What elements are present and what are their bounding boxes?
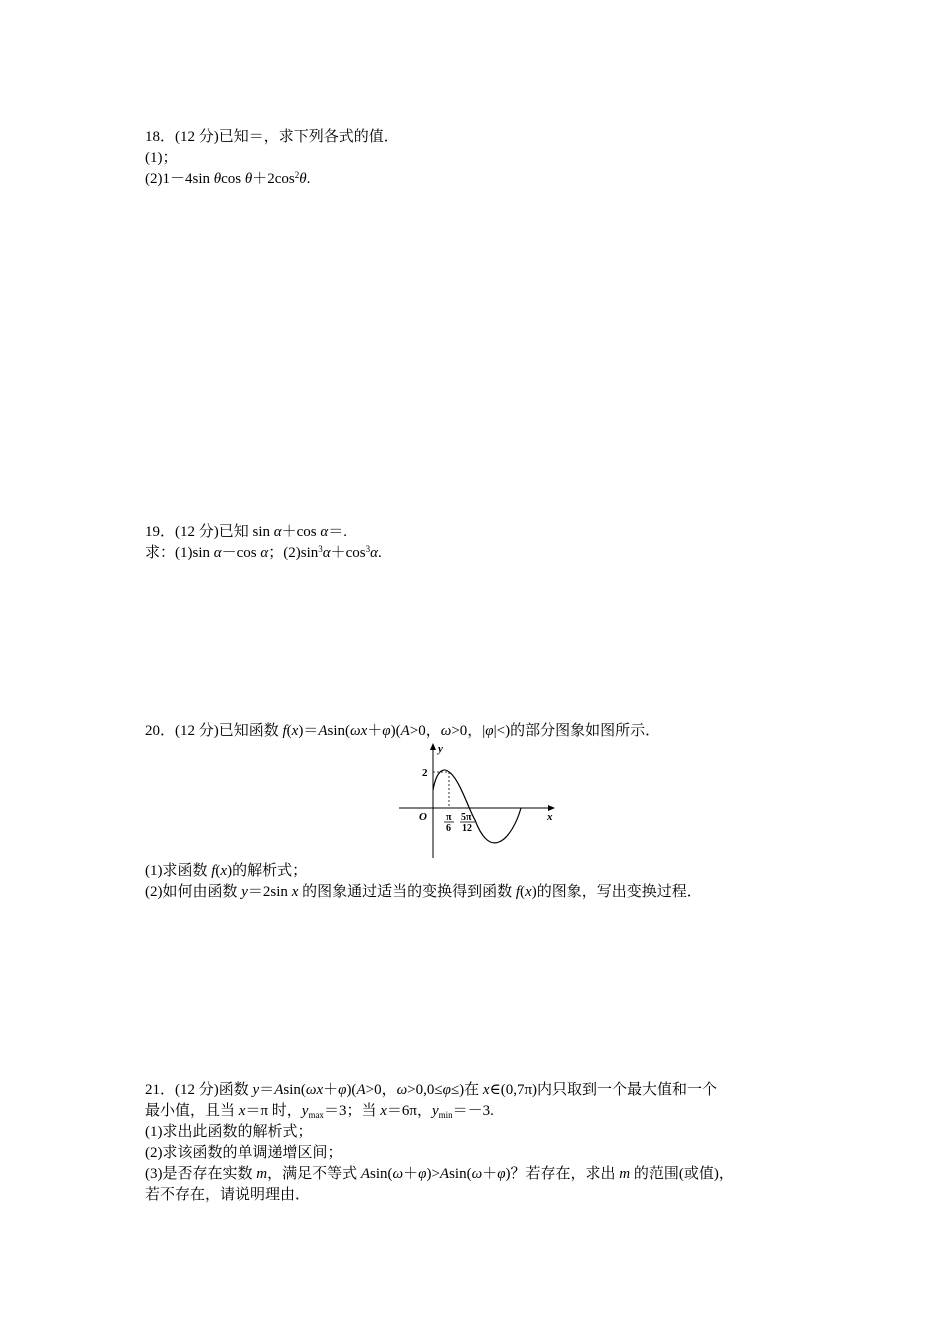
text-seg: (1)求函数 [145,863,212,879]
text-seg: ≤)在 [450,1082,483,1098]
var: x [482,1082,490,1098]
sine-graph-figure [395,740,560,862]
y-axis-arrow-icon [430,743,436,750]
var: A [400,723,410,739]
var: f [282,723,287,739]
q19-line-1 [145,522,347,542]
var-alpha: α [213,545,222,561]
q18-line-1 [145,127,399,147]
var-alpha: α [273,524,282,540]
text-seg: (1)求出此函数的解析式； [145,1124,313,1140]
q21-line-4 [145,1143,343,1163]
var: φ [485,723,494,739]
text-seg: . [378,545,382,561]
var: A [318,723,328,739]
text-seg: ＋ [367,723,383,739]
q21-line-5 [145,1164,734,1184]
var: f [211,863,216,879]
text-seg: ＋cos [330,545,366,561]
text-seg: >0， [409,723,441,739]
text-seg: ( [215,863,221,879]
text-seg: ( [520,884,526,900]
text-seg: >0， [365,1082,397,1098]
ymax-label: 2 [422,767,428,779]
text-seg: 的图象通过适当的变换得到函数 [298,884,516,900]
text-seg: cos [221,171,245,187]
q18-part1: (1)； [145,150,178,166]
var-alpha: α [370,545,378,561]
origin-label: O [419,811,427,823]
text-seg: 20．(12 分)已知函数 [145,723,283,739]
var: A [356,1082,366,1098]
text-seg: sin( [283,1082,306,1098]
text-seg: ＋cos [281,524,321,540]
text-seg: (2)如何由函数 [145,884,242,900]
var: y [241,884,248,900]
text-seg: ＝3；当 [323,1103,381,1119]
text-seg: 若不存在，请说明理由． [145,1187,311,1203]
var: ω [392,1166,404,1182]
subscript: min [438,1110,453,1120]
text-seg: sin( [449,1166,472,1182]
var: φ [418,1166,427,1182]
q21-line-3 [145,1122,313,1142]
var: x [291,884,299,900]
var: A [274,1082,284,1098]
var-theta: θ [213,171,222,187]
text-seg: ( [286,723,292,739]
text-seg: 21．(12 分)函数 [145,1082,253,1098]
var: x [291,723,299,739]
text-seg: )的解析式； [227,863,308,879]
q19-line-2 [145,543,382,563]
var: x [220,863,228,879]
text-seg: ＋ [403,1166,419,1182]
var: y [252,1082,260,1098]
text-seg: )( [346,1082,357,1098]
q20-line-2 [145,861,307,881]
superscript: 3 [365,544,371,554]
var: y [431,1103,439,1119]
var: ω [440,723,452,739]
text-seg: ＋ [323,1082,339,1098]
var: m [256,1166,268,1182]
superscript: 2 [294,170,300,180]
q21-line-1 [145,1080,717,1100]
var-theta: θ [299,171,307,187]
q18-line-3 [145,169,310,189]
text-seg: ＝6π， [386,1103,432,1119]
text-seg: ，满足不等式 [267,1166,361,1182]
subscript: max [308,1110,324,1120]
text-seg: 19．(12 分)已知 sin [145,524,274,540]
text-seg: ＋ [482,1166,498,1182]
q21-line-2 [145,1101,494,1121]
text-seg: . [306,171,311,187]
var: ωx [305,1082,324,1098]
q18-line-2 [145,148,178,168]
text-seg: ∈(0,7π)内只取到一个最大值和一个 [489,1082,718,1098]
text-seg: ＝ [259,1082,275,1098]
text-seg: ；(2)sin [268,545,319,561]
text-seg: sin( [370,1166,393,1182]
tick1-numerator: π [446,812,452,823]
text-seg: －cos [221,545,261,561]
tick2-denominator: 12 [462,823,472,834]
var: ω [471,1166,483,1182]
var: ω [396,1082,408,1098]
q18-text: 18．(12 分)已知＝，求下列各式的值． [145,129,399,145]
text-seg: )( [390,723,401,739]
var: A [360,1166,371,1182]
text-seg: 的范围(或值)， [630,1166,734,1182]
var: φ [497,1166,506,1182]
var-alpha: α [320,524,329,540]
text-seg: 最小值，且当 [145,1103,239,1119]
text-seg: ＝－3. [452,1103,494,1119]
text-seg: )＝ [298,723,319,739]
q20-line-3 [145,882,702,902]
var: f [515,884,521,900]
tick1-denominator: 6 [446,823,451,834]
var: m [619,1166,631,1182]
q20-line-1 [145,721,660,741]
var: φ [382,723,391,739]
q21-line-6 [145,1185,310,1205]
var: x [380,1103,387,1119]
text-seg: )> [426,1166,440,1182]
text-seg: (2)求该函数的单调递增区间； [145,1145,343,1161]
text-seg: ＝2sin [247,884,292,900]
y-axis-label: y [438,743,443,755]
var: x [238,1103,246,1119]
superscript: 3 [318,544,323,554]
text-seg: |<)的部分图象如图所示． [493,723,661,739]
text-seg: 求：(1)sin [145,545,214,561]
x-axis-label: x [547,811,553,823]
text-seg: ＝. [328,524,348,540]
text-seg: ＋2cos [252,171,295,187]
text-seg: >0，| [451,723,486,739]
var: φ [442,1082,451,1098]
tick2-numerator: 5π [461,812,472,823]
text-seg: sin( [327,723,351,739]
text-seg: )的图象，写出变换过程． [531,884,702,900]
var: y [301,1103,309,1119]
var: x [525,884,532,900]
var-alpha: α [260,545,269,561]
text-seg: >0,0≤ [407,1082,443,1098]
var: ωx [350,723,368,739]
var-theta: θ [244,171,253,187]
text-seg: )？若存在，求出 [505,1166,620,1182]
var-alpha: α [322,545,331,561]
text-seg: ＝π 时， [245,1103,302,1119]
text-seg: (2)1－4sin [145,171,214,187]
var: φ [338,1082,347,1098]
text-seg: (3)是否存在实数 [145,1166,257,1182]
var: A [439,1166,450,1182]
